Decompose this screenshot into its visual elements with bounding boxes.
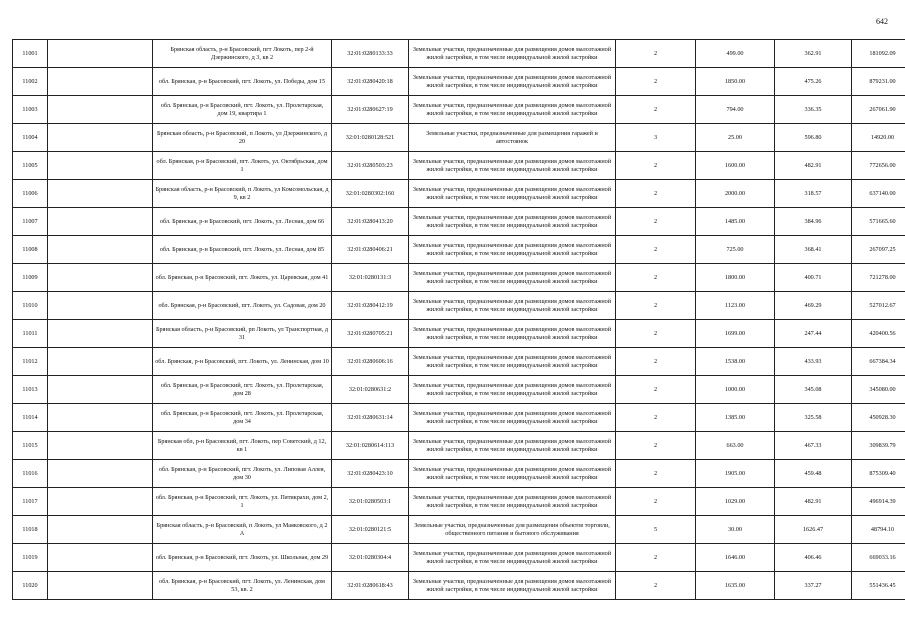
table-row — [13, 432, 905, 460]
land-category: 2 — [616, 96, 696, 124]
empty-cell — [48, 40, 153, 68]
table-body — [13, 40, 905, 600]
address-cell: обл. Брянская, р-н Брасовский, пгт. Локоть, ул. Садовая, дом 20 — [153, 292, 332, 320]
specific-value: 467.33 — [775, 432, 852, 460]
cadastral-number: 32:01:0280304:4 — [332, 544, 409, 572]
land-area: 1850.00 — [696, 68, 775, 96]
table-row — [13, 180, 905, 208]
land-area: 30.00 — [696, 516, 775, 544]
record-number: 11010 — [13, 292, 48, 320]
specific-value: 337.27 — [775, 572, 852, 600]
land-area: 1123.00 — [696, 292, 775, 320]
empty-cell — [48, 208, 153, 236]
cadastral-number: 32:01:0280423:10 — [332, 460, 409, 488]
specific-value: 475.26 — [775, 68, 852, 96]
cadastral-value: 181092.09 — [852, 40, 905, 68]
record-number: 11016 — [13, 460, 48, 488]
cadastral-value: 721278.00 — [852, 264, 905, 292]
table-row — [13, 292, 905, 320]
record-number: 11009 — [13, 264, 48, 292]
land-use-description: Земельные участки, предназначенные для размещения домов малоэтажной жилой застройки, в том числе индивидуальной жилой застройки — [409, 292, 616, 320]
land-area: 1646.00 — [696, 544, 775, 572]
cadastral-value: 309839.79 — [852, 432, 905, 460]
land-use-description: Земельные участки, предназначенные для размещения домов малоэтажной жилой застройки, в том числе индивидуальной жилой застройки — [409, 40, 616, 68]
cadastral-value: 669033.16 — [852, 544, 905, 572]
specific-value: 384.96 — [775, 208, 852, 236]
empty-cell — [48, 348, 153, 376]
land-category: 5 — [616, 516, 696, 544]
empty-cell — [48, 68, 153, 96]
land-use-description: Земельные участки, предназначенные для размещения домов малоэтажной жилой застройки, в том числе индивидуальной жилой застройки — [409, 180, 616, 208]
address-cell: Брянская область, р-н Брасовский, п Локоть, ул Комсомольская, д 9, кв 2 — [153, 180, 332, 208]
table-row — [13, 544, 905, 572]
specific-value: 318.57 — [775, 180, 852, 208]
specific-value: 596.80 — [775, 124, 852, 152]
land-area: 663.00 — [696, 432, 775, 460]
land-category: 2 — [616, 236, 696, 264]
land-area: 1000.00 — [696, 376, 775, 404]
cadastral-value: 14920.00 — [852, 124, 905, 152]
table-row — [13, 236, 905, 264]
empty-cell — [48, 460, 153, 488]
cadastral-value: 527012.67 — [852, 292, 905, 320]
address-cell: обл. Брянская, р-н Брасовский, пгт. Локоть, ул. Ленинская, дом 10 — [153, 348, 332, 376]
table-row — [13, 376, 905, 404]
address-cell: обл. Брянская, р-н Брасовский, пгт. Локоть, ул. Пролетарская, дом 34 — [153, 404, 332, 432]
land-use-description: Земельные участки, предназначенные для размещения домов малоэтажной жилой застройки, в том числе индивидуальной жилой застройки — [409, 152, 616, 180]
land-area: 794.00 — [696, 96, 775, 124]
empty-cell — [48, 124, 153, 152]
address-cell: обл. Брянская, р-н Брасовский, пгт. Локоть, ул. Липовая Аллея, дом 30 — [153, 460, 332, 488]
cadastral-value: 667384.34 — [852, 348, 905, 376]
land-category: 2 — [616, 68, 696, 96]
address-cell: Брянская область, р-н Брасовский, п Локоть, ул Дзержинского, д 20 — [153, 124, 332, 152]
land-category: 2 — [616, 264, 696, 292]
land-use-description: Земельные участки, предназначенные для размещения домов малоэтажной жилой застройки, в том числе индивидуальной жилой застройки — [409, 376, 616, 404]
empty-cell — [48, 376, 153, 404]
record-number: 11011 — [13, 320, 48, 348]
specific-value: 345.08 — [775, 376, 852, 404]
cadastral-value: 496914.39 — [852, 488, 905, 516]
record-number: 11020 — [13, 572, 48, 600]
address-cell: обл. Брянская, р-н Брасовский, пгт. Локоть, ул. Царевская, дом 41 — [153, 264, 332, 292]
table-row — [13, 68, 905, 96]
address-cell: обл. Брянская, р-н Брасовский, пгт. Локоть, ул. Победы, дом 15 — [153, 68, 332, 96]
specific-value: 482.91 — [775, 152, 852, 180]
land-category: 2 — [616, 348, 696, 376]
land-category: 2 — [616, 292, 696, 320]
record-number: 11012 — [13, 348, 48, 376]
cadastral-number: 32:01:0280121:5 — [332, 516, 409, 544]
table-row — [13, 320, 905, 348]
specific-value: 368.41 — [775, 236, 852, 264]
empty-cell — [48, 320, 153, 348]
land-use-description: Земельные участки, предназначенные для размещения домов малоэтажной жилой застройки, в том числе индивидуальной жилой застройки — [409, 572, 616, 600]
empty-cell — [48, 152, 153, 180]
specific-value: 469.29 — [775, 292, 852, 320]
record-number: 11006 — [13, 180, 48, 208]
record-number: 11013 — [13, 376, 48, 404]
address-cell: Брянская область, р-н Брасовский, рп Локоть, ул Транспортная, д 31 — [153, 320, 332, 348]
record-number: 11019 — [13, 544, 48, 572]
land-area: 1800.00 — [696, 264, 775, 292]
empty-cell — [48, 572, 153, 600]
record-number: 11008 — [13, 236, 48, 264]
address-cell: обл. Брянская, р-н Брасовский, пгт. Локоть, ул. Октябрьская, дом 1 — [153, 152, 332, 180]
land-area: 1905.00 — [696, 460, 775, 488]
record-number: 11004 — [13, 124, 48, 152]
land-use-description: Земельные участки, предназначенные для размещения домов малоэтажной жилой застройки, в том числе индивидуальной жилой застройки — [409, 404, 616, 432]
cadastral-number: 32:01:0280128:521 — [332, 124, 409, 152]
table-row — [13, 208, 905, 236]
cadastral-value: 267061.90 — [852, 96, 905, 124]
cadastral-value: 551436.45 — [852, 572, 905, 600]
cadastral-number: 32:01:0280631:14 — [332, 404, 409, 432]
cadastral-number: 32:01:0280503:1 — [332, 488, 409, 516]
land-category: 2 — [616, 152, 696, 180]
specific-value: 325.58 — [775, 404, 852, 432]
cadastral-number: 32:01:0280618:43 — [332, 572, 409, 600]
address-cell: обл. Брянская, р-н Брасовский, пгт. Локоть, ул. Пролетарская, дом 28 — [153, 376, 332, 404]
land-category: 2 — [616, 180, 696, 208]
land-use-description: Земельные участки, предназначенные для размещения домов малоэтажной жилой застройки, в том числе индивидуальной жилой застройки — [409, 544, 616, 572]
page-number: 642 — [876, 17, 888, 26]
table-row — [13, 152, 905, 180]
table-row — [13, 124, 905, 152]
cadastral-value: 571665.60 — [852, 208, 905, 236]
cadastral-value: 772656.00 — [852, 152, 905, 180]
cadastral-value: 879231.00 — [852, 68, 905, 96]
table-row — [13, 96, 905, 124]
empty-cell — [48, 488, 153, 516]
table-row — [13, 488, 905, 516]
record-number: 11014 — [13, 404, 48, 432]
land-category: 2 — [616, 460, 696, 488]
address-cell: Брянская область, р-н Брасовский, п Локоть, ул Маяковского, д 2 А — [153, 516, 332, 544]
land-area: 1538.00 — [696, 348, 775, 376]
cadastral-number: 32:01:0280627:19 — [332, 96, 409, 124]
empty-cell — [48, 544, 153, 572]
cadastral-number: 32:01:0280412:19 — [332, 292, 409, 320]
land-category: 3 — [616, 124, 696, 152]
land-use-description: Земельные участки, предназначенные для размещения домов малоэтажной жилой застройки, в том числе индивидуальной жилой застройки — [409, 432, 616, 460]
land-area: 2000.00 — [696, 180, 775, 208]
land-area: 1385.00 — [696, 404, 775, 432]
cadastral-number: 32:01:0280503:23 — [332, 152, 409, 180]
cadastral-value: 420400.56 — [852, 320, 905, 348]
cadastral-number: 32:01:0280413:20 — [332, 208, 409, 236]
land-area: 1485.00 — [696, 208, 775, 236]
land-use-description: Земельные участки, предназначенные для размещения объектов торговли, общественного питания и бытового обслуживания — [409, 516, 616, 544]
table-row — [13, 40, 905, 68]
cadastral-number: 32:01:0280131:3 — [332, 264, 409, 292]
record-number: 11018 — [13, 516, 48, 544]
cadastral-value: 450928.30 — [852, 404, 905, 432]
specific-value: 482.91 — [775, 488, 852, 516]
cadastral-number: 32:01:0280705:21 — [332, 320, 409, 348]
table-row — [13, 460, 905, 488]
record-number: 11003 — [13, 96, 48, 124]
address-cell: обл. Брянская, р-н Брасовский, пгт. Локоть, ул. Лесная, дом 66 — [153, 208, 332, 236]
land-use-description: Земельные участки, предназначенные для размещения домов малоэтажной жилой застройки, в том числе индивидуальной жилой застройки — [409, 208, 616, 236]
address-cell: обл. Брянская, р-н Брасовский, пгт. Локоть, ул. Ленинская, дом 53, кв. 2 — [153, 572, 332, 600]
specific-value: 433.93 — [775, 348, 852, 376]
address-cell: обл. Брянская, р-н Брасовский, пгт. Локоть, ул. Лесная, дом 85 — [153, 236, 332, 264]
specific-value: 247.44 — [775, 320, 852, 348]
empty-cell — [48, 236, 153, 264]
cadastral-number: 32:01:0280420:18 — [332, 68, 409, 96]
land-category: 2 — [616, 488, 696, 516]
empty-cell — [48, 292, 153, 320]
land-category: 2 — [616, 208, 696, 236]
specific-value: 362.91 — [775, 40, 852, 68]
land-category: 2 — [616, 320, 696, 348]
cadastral-number: 32:01:0280406:21 — [332, 236, 409, 264]
land-use-description: Земельные участки, предназначенные для размещения домов малоэтажной жилой застройки, в том числе индивидуальной жилой застройки — [409, 236, 616, 264]
cadastral-value: 267097.25 — [852, 236, 905, 264]
specific-value: 336.35 — [775, 96, 852, 124]
land-area: 25.00 — [696, 124, 775, 152]
cadastral-number: 32:01:0280631:2 — [332, 376, 409, 404]
land-use-description: Земельные участки, предназначенные для размещения домов малоэтажной жилой застройки, в том числе индивидуальной жилой застройки — [409, 460, 616, 488]
land-registry-table — [12, 39, 905, 600]
empty-cell — [48, 516, 153, 544]
record-number: 11007 — [13, 208, 48, 236]
address-cell: Брянская обл, р-н Брасовский, пгт. Локоть, пер Советский, д 12, кв 1 — [153, 432, 332, 460]
address-cell: обл. Брянская, р-н Брасовский, пгт. Локоть, ул. Школьная, дом 29 — [153, 544, 332, 572]
land-category: 2 — [616, 544, 696, 572]
land-use-description: Земельные участки, предназначенные для размещения домов малоэтажной жилой застройки, в том числе индивидуальной жилой застройки — [409, 96, 616, 124]
table-row — [13, 404, 905, 432]
address-cell: обл. Брянская, р-н Брасовский, пгт. Локоть, ул. Пятикрахи, дом 2, 1 — [153, 488, 332, 516]
cadastral-value: 637140.00 — [852, 180, 905, 208]
land-area: 1600.00 — [696, 152, 775, 180]
land-area: 725.00 — [696, 236, 775, 264]
empty-cell — [48, 432, 153, 460]
land-category: 2 — [616, 572, 696, 600]
land-category: 2 — [616, 404, 696, 432]
record-number: 11001 — [13, 40, 48, 68]
record-number: 11005 — [13, 152, 48, 180]
land-use-description: Земельные участки, предназначенные для размещения домов малоэтажной жилой застройки, в том числе индивидуальной жилой застройки — [409, 348, 616, 376]
land-area: 1029.00 — [696, 488, 775, 516]
land-use-description: Земельные участки, предназначенные для размещения домов малоэтажной жилой застройки, в том числе индивидуальной жилой застройки — [409, 264, 616, 292]
record-number: 11017 — [13, 488, 48, 516]
record-number: 11002 — [13, 68, 48, 96]
record-number: 11015 — [13, 432, 48, 460]
specific-value: 400.71 — [775, 264, 852, 292]
land-use-description: Земельные участки, предназначенные для размещения гаражей и автостоянок — [409, 124, 616, 152]
cadastral-number: 32:01:0280302:160 — [332, 180, 409, 208]
land-category: 2 — [616, 376, 696, 404]
address-cell: обл. Брянская, р-н Брасовский, пгт. Локоть, ул. Пролетарская, дом 19, квартира 1 — [153, 96, 332, 124]
table-row — [13, 264, 905, 292]
cadastral-value: 875309.40 — [852, 460, 905, 488]
land-area: 1699.00 — [696, 320, 775, 348]
table-row — [13, 516, 905, 544]
cadastral-number: 32:01:0280606:16 — [332, 348, 409, 376]
land-category: 2 — [616, 40, 696, 68]
address-cell: Брянская область, р-н Брасовский, пгт Локоть, пер 2-й Дзержинского, д 3, кв 2 — [153, 40, 332, 68]
specific-value: 1626.47 — [775, 516, 852, 544]
table-row — [13, 572, 905, 600]
empty-cell — [48, 264, 153, 292]
empty-cell — [48, 180, 153, 208]
land-category: 2 — [616, 432, 696, 460]
empty-cell — [48, 96, 153, 124]
land-area: 1635.00 — [696, 572, 775, 600]
cadastral-number: 32:01:0280614:113 — [332, 432, 409, 460]
specific-value: 459.48 — [775, 460, 852, 488]
cadastral-value: 345080.00 — [852, 376, 905, 404]
land-use-description: Земельные участки, предназначенные для размещения домов малоэтажной жилой застройки, в том числе индивидуальной жилой застройки — [409, 68, 616, 96]
specific-value: 406.46 — [775, 544, 852, 572]
table-row — [13, 348, 905, 376]
land-use-description: Земельные участки, предназначенные для размещения домов малоэтажной жилой застройки, в том числе индивидуальной жилой застройки — [409, 488, 616, 516]
empty-cell — [48, 404, 153, 432]
land-area: 499.00 — [696, 40, 775, 68]
cadastral-value: 48794.10 — [852, 516, 905, 544]
land-use-description: Земельные участки, предназначенные для размещения домов малоэтажной жилой застройки, в том числе индивидуальной жилой застройки — [409, 320, 616, 348]
cadastral-number: 32:01:0280133:33 — [332, 40, 409, 68]
